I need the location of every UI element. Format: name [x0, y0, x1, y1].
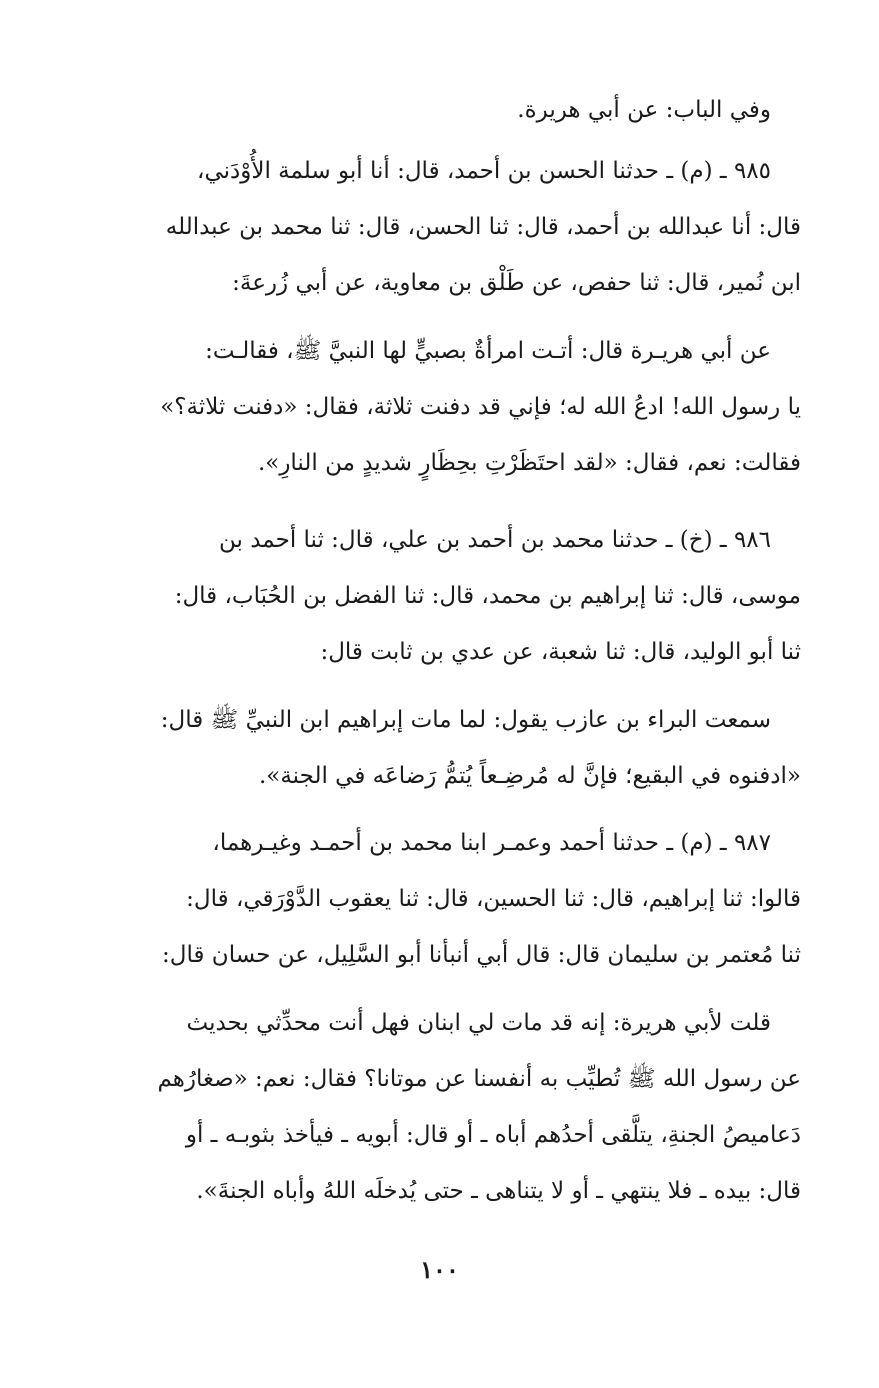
hadith-986-text — [73, 692, 801, 804]
text-line: فقالت: نعم، فقال: «لقد احتَظَرْتِ بحِظَارٍ شديدٍ من النارِ». — [257, 450, 801, 476]
text-line: قالوا: ثنا إبراهيم، قال: ثنا الحسين، قال: ثنا يعقوب الدَّوْرَقي، قال: — [186, 886, 801, 912]
hadith-985-text — [73, 323, 801, 491]
text-line: ثنا أبو الوليد، قال: ثنا شعبة، عن عدي بن ثابت قال: — [320, 639, 801, 665]
text-line: قال: بيده ـ فلا ينتهي ـ أو لا يتناهى ـ حتى يُدخلَه اللهُ وأباه الجنةَ». — [196, 1178, 801, 1204]
hadith-987-chain — [73, 815, 801, 983]
text-line: سمعت البراء بن عازب يقول: لما مات إبراهيم ابن النبيِّ ﷺ قال: — [160, 707, 771, 733]
text-line: ثنا مُعتمر بن سليمان قال: قال أبي أنبأنا أبو السَّلِيل، عن حسان قال: — [162, 942, 801, 968]
text-line: قال: أنا عبدالله بن أحمد، قال: ثنا الحسن، قال: ثنا محمد بن عبدالله — [165, 214, 801, 240]
text-line: موسى، قال: ثنا إبراهيم بن محمد، قال: ثنا الفضل بن الحُبَاب، قال: — [174, 583, 801, 609]
hadith-987-text — [73, 995, 801, 1219]
text-line: ٩٨٧ ـ (م) ـ حدثنا أحمد وعمـر ابنا محمد بن أحمـد وغيـرهما، — [212, 830, 771, 856]
text-line: عن أبي هريـرة قال: أتـت امرأةٌ بصبيٍّ لها النبيَّ ﷺ، فقالـت: — [205, 338, 771, 364]
text-line: ٩٨٥ ـ (م) ـ حدثنا الحسن بن أحمد، قال: أنا أبو سلمة الأُوْدَني، — [197, 158, 771, 184]
hadith-986-chain — [73, 512, 801, 680]
chapter-note — [73, 82, 801, 138]
text-line: ابن نُمير، قال: ثنا حفص، عن طَلْق بن معاوية، عن أبي زُرعةَ: — [232, 270, 801, 296]
text-line: دَعاميصُ الجنةِ، يتلَّقى أحدُهم أباه ـ أو قال: أبويه ـ فيأخذ بثوبـه ـ أو — [185, 1122, 801, 1148]
text-line: قلت لأبي هريرة: إنه قد مات لي ابنان فهل أنت محدِّثي بحديث — [186, 1010, 771, 1036]
text-line: ٩٨٦ ـ (خ) ـ حدثنا محمد بن أحمد بن علي، قال: ثنا أحمد بن — [219, 527, 771, 553]
text-line: يا رسول الله! ادعُ الله له؛ فإني قد دفنت ثلاثة، فقال: «دفنت ثلاثة؟» — [160, 394, 801, 420]
hadith-985-chain — [73, 143, 801, 311]
text-line: «ادفنوه في البقيع؛ فإنَّ له مُرضِـعاً يُتمُّ رَضاعَه في الجنة». — [258, 763, 801, 789]
page-number: ١٠٠ — [420, 1255, 459, 1284]
text-line: عن رسول الله ﷺ تُطيِّب به أنفسنا عن موتانا؟ فقال: نعم: «صغارُهم — [157, 1066, 801, 1092]
text-line: وفي الباب: عن أبي هريرة. — [517, 97, 771, 123]
